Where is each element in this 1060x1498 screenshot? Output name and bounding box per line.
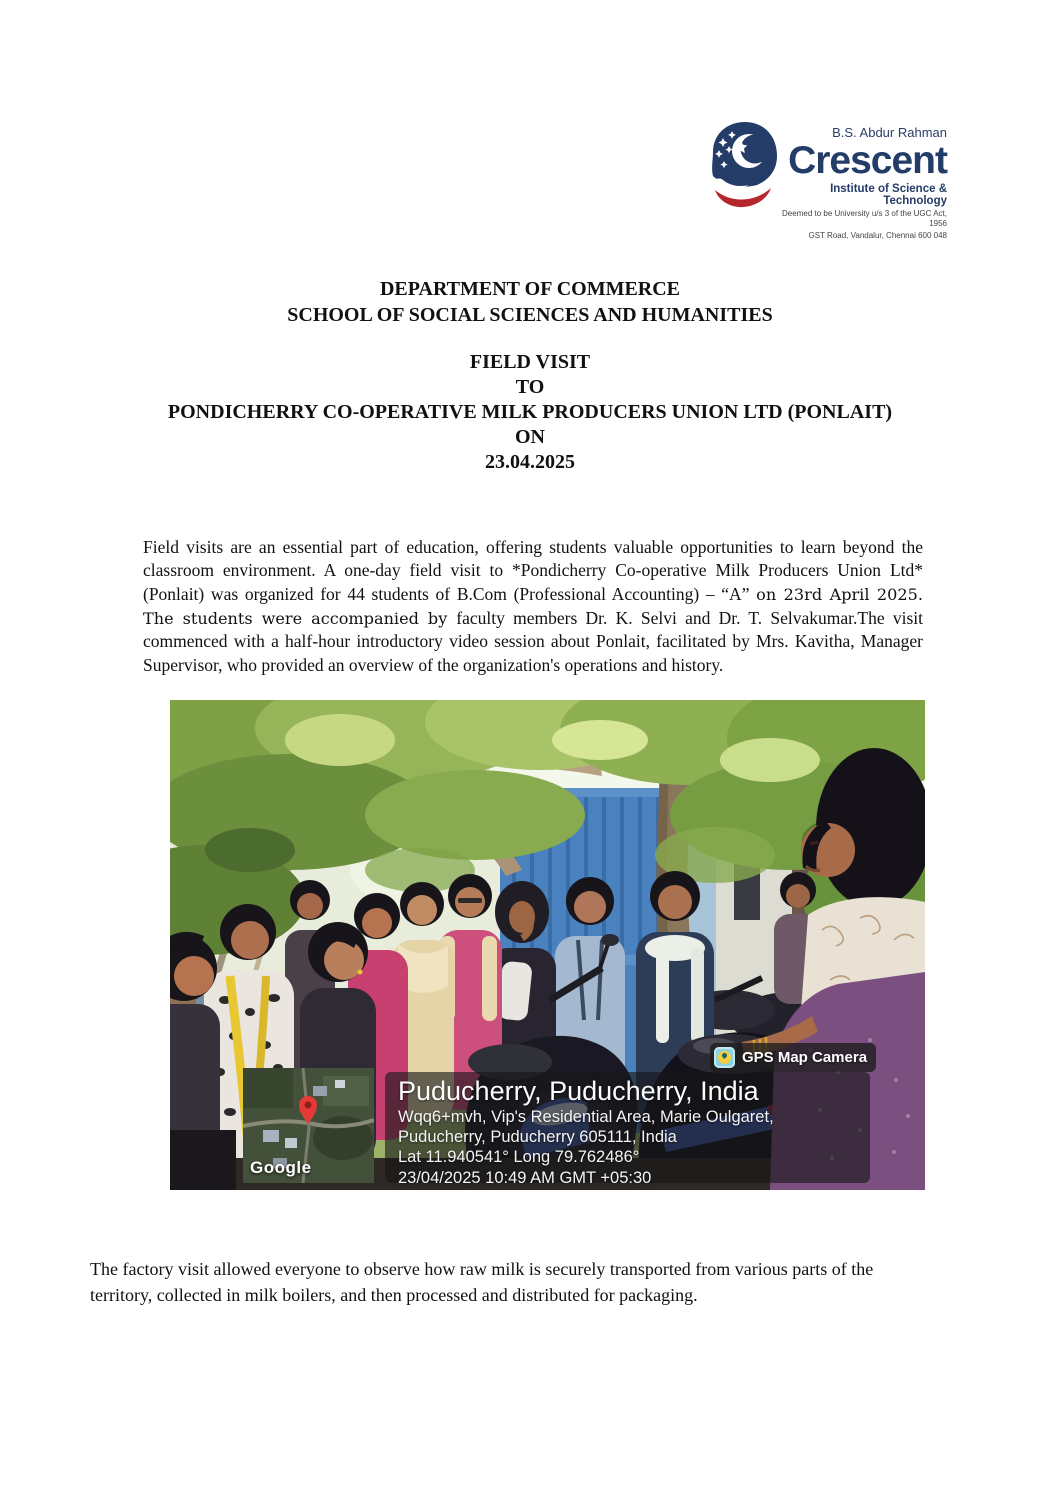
title-line-1: FIELD VISIT <box>469 351 591 373</box>
map-thumbnail <box>243 1068 374 1183</box>
geo-overlay-panel <box>385 1072 870 1187</box>
intro-paragraph <box>143 536 923 678</box>
geo-address-line-2: Puducherry, Puducherry 605111, India <box>398 1128 677 1147</box>
logo-subtitle: Institute of Science & Technology <box>830 183 947 207</box>
department-heading <box>110 277 950 328</box>
title-line-5: 23.04.2025 <box>485 451 575 473</box>
department-line: DEPARTMENT OF COMMERCE <box>379 278 681 300</box>
closing-paragraph: The factory visit allowed everyone to observe how raw milk is securely transported from various parts of the territory, collected in milk boilers, and then processed and distributed for packaging. <box>90 1259 874 1305</box>
title-line-3: PONDICHERRY CO-OPERATIVE MILK PRODUCERS UNION LTD (PONLAIT) <box>167 401 893 423</box>
gps-badge-label: GPS Map Camera <box>742 1049 868 1066</box>
geo-datetime: 23/04/2025 10:49 AM GMT +05:30 <box>398 1168 652 1187</box>
logo-address-line: GST Road, Vandalur, Chennai 600 048 <box>808 231 947 240</box>
gps-camera-icon <box>714 1047 735 1068</box>
intro-segment-3: faculty members Dr. K. Selvi and Dr. T. Selvakumar.The visit commenced with a half-hour introductory video session about Ponlait, facilitated by Mrs. Kavitha, Manager Supervisor, who provided an overview of the organization's operations and history. <box>143 607 923 676</box>
title-line-2: TO <box>515 376 545 398</box>
field-visit-photo <box>170 700 925 1190</box>
geo-location-title: Puducherry, Puducherry, India <box>398 1076 759 1106</box>
intro-segment-1: Field visits are an essential part of education, offering students valuable opportunities to learn beyond the classroom environment. A one-day field visit to *Pondicherry Co-operative Milk Producers Union Ltd* (Ponlait) was organized for 44 students of B.Com (Professional Accounting) – “A” <box>143 536 923 604</box>
gps-map-camera-badge <box>710 1043 876 1072</box>
google-watermark: Google <box>250 1158 312 1177</box>
field-visit-title <box>110 350 950 475</box>
geo-address-line-1: Wqq6+mvh, Vip's Residential Area, Marie Oulgaret, <box>398 1108 774 1126</box>
intro-segment-2: on 23rd April 2025. The students were accompanied by <box>143 584 923 628</box>
logo-brand-small: B.S. Abdur Rahman <box>832 125 947 140</box>
school-line: SCHOOL OF SOCIAL SCIENCES AND HUMANITIES <box>287 303 773 326</box>
logo-deemed-line: Deemed to be University u/s 3 of the UGC Act, 1956 <box>782 209 947 228</box>
title-line-4: ON <box>515 426 545 448</box>
institute-logo <box>703 118 947 240</box>
logo-brand-large: Crescent <box>788 139 947 182</box>
geo-lat-long: Lat 11.940541° Long 79.762486° <box>398 1148 640 1167</box>
